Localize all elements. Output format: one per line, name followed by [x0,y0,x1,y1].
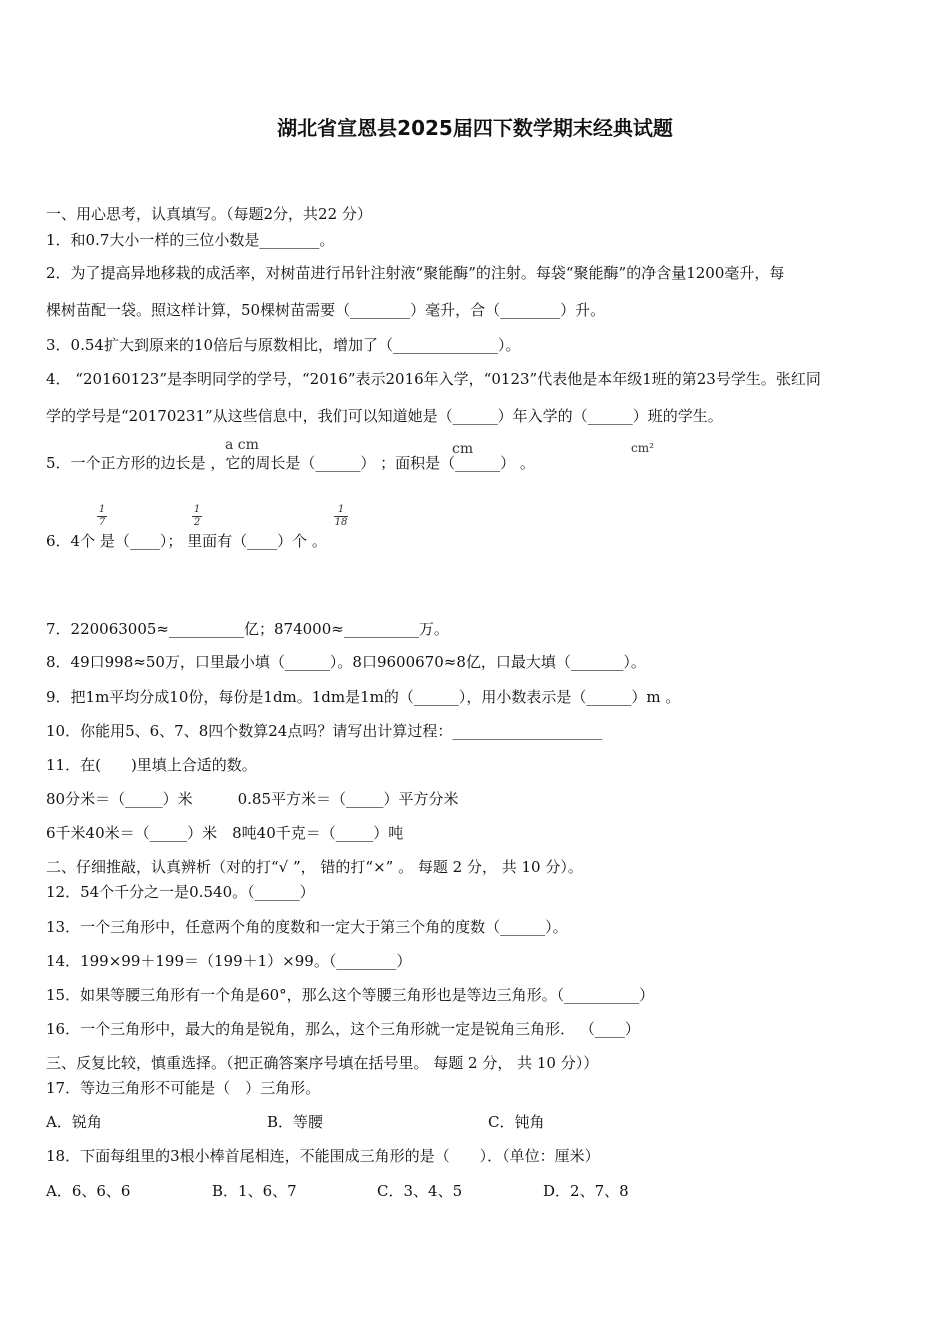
q5-unit-perimeter: cm [452,441,474,457]
q6-fraction-2 [192,505,202,528]
q5-unit-area: cm² [631,441,654,455]
question-3: 3．0.54扩大到原来的10倍后与原数相比，增加了（______________）。 [46,336,521,354]
question-13: 13．一个三角形中，任意两个角的度数和一定大于第三个角的度数（______）。 [46,918,568,936]
section-1-heading: 一、用心思考，认真填写。（每题2分，共22 分） [46,205,372,223]
question-18: 18．下面每组里的3根小棒首尾相连，不能围成三角形的是（ ）．（单位：厘米） [46,1147,600,1165]
question-2-line-2: 棵树苗配一袋。照这样计算，50棵树苗需要（________）毫升，合（________）升。 [46,301,606,319]
q6-fraction-2-den: 2 [193,517,201,528]
question-4-line-2: 学的学号是“20170231”从这些信息中，我们可以知道她是（______）年入学的（______）班的学生。 [46,407,723,425]
question-17: 17．等边三角形不可能是（ ）三角形。 [46,1079,321,1097]
question-16: 16．一个三角形中，最大的角是锐角，那么，这个三角形就一定是锐角三角形． （____） [46,1020,640,1038]
q6-fraction-3 [334,505,348,528]
question-9: 9．把1m平均分成10份，每份是1dm。1dm是1m的（______），用小数表示是（______）m 。 [46,688,681,706]
question-12: 12．54个千分之一是0.540。（______） [46,883,315,901]
q6-fraction-3-num: 1 [337,504,345,515]
q17-option-a: A．锐角 [46,1113,102,1131]
q18-option-a: A．6、6、6 [46,1182,131,1200]
q6-fraction-1-den: 7 [98,517,106,528]
question-14: 14．199×99＋199＝（199＋1）×99。（________） [46,952,412,970]
question-11-row-2: 6千米40米＝（_____）米 8吨40千克＝（_____）吨 [46,824,404,842]
q17-option-c: C．钝角 [488,1113,545,1131]
question-4-line-1: 4． “20160123”是李明同学的学号，“2016”表示2016年入学，“0123”代表他是本年级1班的第23号学生。张红同 [46,370,821,388]
q18-option-b: B．1、6、7 [212,1182,297,1200]
question-11-row-1: 80分米＝（_____）米 0.85平方米＝（_____）平方分米 [46,790,459,808]
page-title: 湖北省宣恩县2025届四下数学期末经典试题 [277,116,673,140]
question-11: 11．在( )里填上合适的数。 [46,756,257,774]
q5-unit-side: a cm [225,437,259,453]
q6-fraction-1 [97,505,107,528]
q18-option-c: C．3、4、5 [377,1182,463,1200]
q6-fraction-2-num: 1 [193,504,201,515]
question-5: 5．一个正方形的边长是 ，它的周长是（______） ；面积是（______） 。 [46,454,535,472]
question-7: 7．220063005≈__________亿；874000≈__________万。 [46,620,449,638]
question-1: 1．和0.7大小一样的三位小数是________。 [46,231,335,249]
q18-option-d: D．2、7、8 [543,1182,629,1200]
question-6: 6．4个 是（____）； 里面有（____）个 。 [46,532,327,550]
q17-option-b: B．等腰 [267,1113,324,1131]
q6-fraction-3-den: 18 [334,517,348,528]
question-8: 8．49口998≈50万，口里最小填（______）。8口9600670≈8亿，口最大填（_______）。 [46,653,646,671]
q6-fraction-1-num: 1 [98,504,106,515]
question-15: 15．如果等腰三角形有一个角是60°，那么这个等腰三角形也是等边三角形。（__________） [46,986,655,1004]
section-2-heading: 二、仔细推敲，认真辨析（对的打“√ ”， 错的打“×” 。 每题 2 分， 共 10 分）。 [46,858,583,876]
section-3-heading: 三、反复比较，慎重选择。（把正确答案序号填在括号里。 每题 2 分， 共 10 分）） [46,1054,599,1072]
question-10: 10．你能用5、6、7、8四个数算24点吗？请写出计算过程：____________________ [46,722,603,740]
question-2-line-1: 2．为了提高异地移栽的成活率，对树苗进行吊针注射液“聚能酶”的注射。每袋“聚能酶”的净含量1200毫升，每 [46,264,785,282]
